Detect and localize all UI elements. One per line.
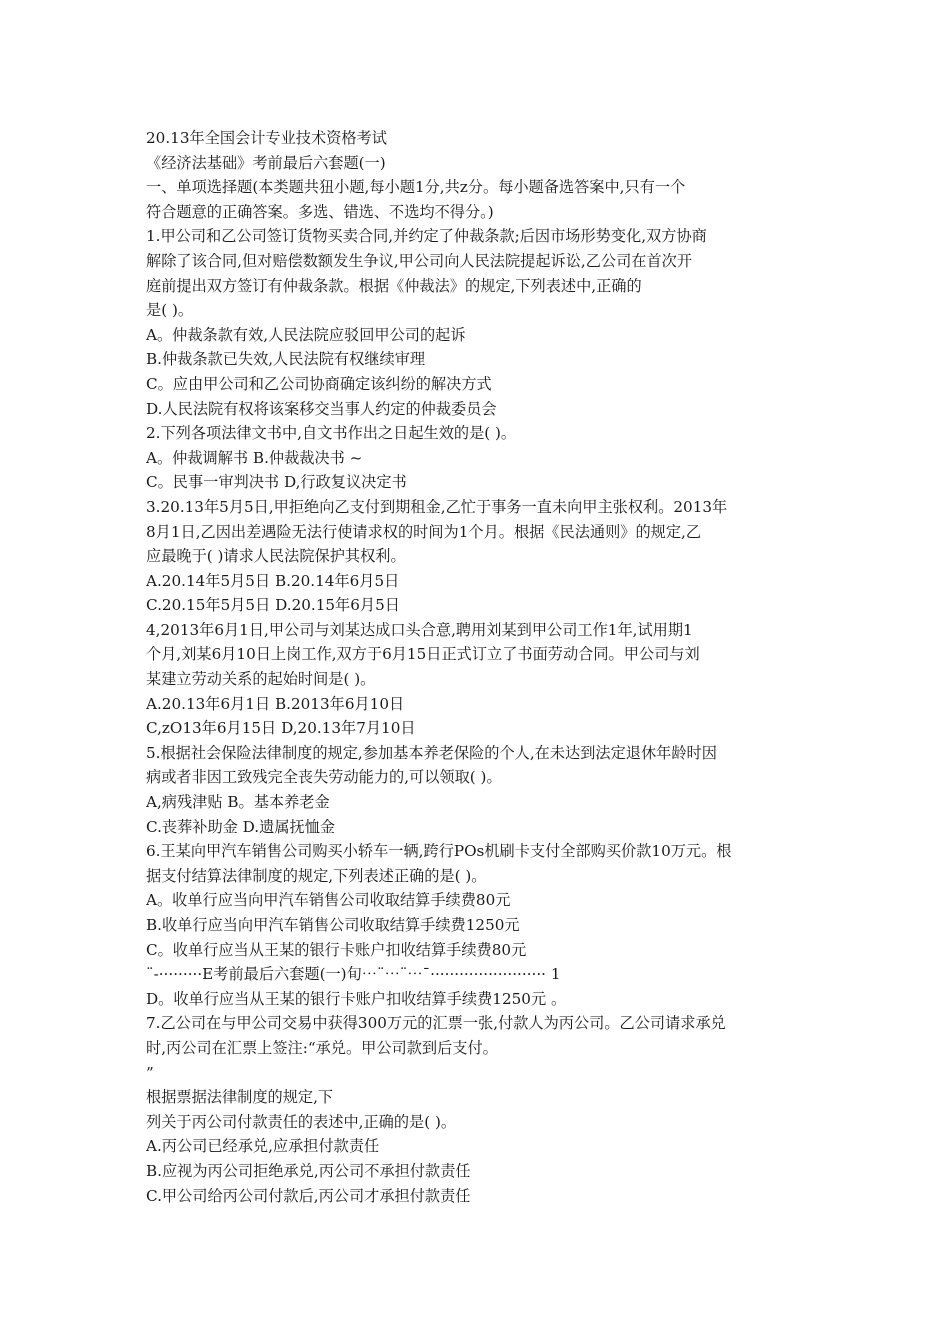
question-5-options-ab: A,病残津贴 B。基本养老金 xyxy=(146,793,330,812)
question-2-options-cd: C。民事一审判决书 D,行政复议决定书 xyxy=(146,473,407,492)
exam-year-title: 20.13年全国会计专业技术资格考试 xyxy=(146,129,387,147)
question-1-text: 是( )。 xyxy=(146,301,194,320)
question-7-option-a: A.丙公司已经承兑,应承担付款责任 xyxy=(146,1137,380,1156)
question-1-text: 庭前提出双方签订有仲裁条款。根据《仲裁法》的规定,下列表述中,正确的 xyxy=(146,276,642,295)
question-1-text: 解除了该合同,但对赔偿数额发生争议,甲公司向人民法院提起诉讼,乙公司在首次开 xyxy=(146,251,693,270)
question-5-text: 病或者非因工致残完全丧失劳动能力的,可以领取( )。 xyxy=(146,768,502,787)
question-7-text: ” xyxy=(146,1063,154,1082)
question-6-option-c: C。收单行应当从王某的银行卡账户扣收结算手续费80元 xyxy=(146,940,527,959)
question-5-text: 5.根据社会保险法律制度的规定,参加基本养老保险的个人,在未达到法定退休年龄时因 xyxy=(146,743,717,762)
question-4-options-cd: C,zO13年6月15日 D,20.13年7月10日 xyxy=(146,719,416,738)
question-5-options-cd: C.丧葬补助金 D.遗属抚恤金 xyxy=(146,817,336,836)
question-1-option-a: A。仲裁条款有效,人民法院应驳回甲公司的起诉 xyxy=(146,325,466,344)
page-footer-artifact: ¨-·········E考前最后六套题(一)旬⋯¨⋯¨⋯¯························ 1 xyxy=(146,965,561,984)
question-3-text: 3.20.13年5月5日,甲拒绝向乙支付到期租金,乙忙于事务一直未向甲主张权利。2013年 xyxy=(146,497,728,516)
question-2-text: 2.下列各项法律文书中,自文书作出之日起生效的是( )。 xyxy=(146,424,517,443)
section-heading: 一、单项选择题(本类题共狃小题,每小题1分,共z分。每小题备选答案中,只有一个 xyxy=(146,178,686,197)
question-7-text: 列关于丙公司付款责任的表述中,正确的是( )。 xyxy=(146,1112,457,1131)
question-1-option-c: C。应由甲公司和乙公司协商确定该纠纷的解决方式 xyxy=(146,374,492,393)
question-4-text: 4,2013年6月1日,甲公司与刘某达成口头合意,聘用刘某到甲公司工作1年,试用期1 xyxy=(146,620,693,639)
question-7-text: 时,丙公司在汇票上签注:“承兑。甲公司款到后支付。 xyxy=(146,1038,498,1057)
question-7-option-b: B.应视为丙公司拒绝承兑,丙公司不承担付款责任 xyxy=(146,1161,471,1180)
question-1-option-d: D.人民法院有权将该案移交当事人约定的仲裁委员会 xyxy=(146,399,497,418)
question-1-option-b: B.仲裁条款已失效,人民法院有权继续审理 xyxy=(146,350,426,369)
question-7-option-c: C.甲公司给丙公司付款后,丙公司才承担付款责任 xyxy=(146,1186,471,1205)
question-1-text: 1.甲公司和乙公司签订货物买卖合同,并约定了仲裁条款;后因市场形势变化,双方协商 xyxy=(146,227,707,246)
section-instructions: 符合题意的正确答案。多选、错选、不选均不得分。) xyxy=(146,202,494,221)
question-3-text: 应最晚于( )请求人民法院保护其权利。 xyxy=(146,547,406,566)
question-6-text: 6.王某向甲汽车销售公司购买小轿车一辆,跨行POs机刷卡支付全部购买价款10万元。根 xyxy=(146,842,732,861)
question-3-text: 8月1日,乙因出差遇险无法行使请求权的时间为1个月。根据《民法通则》的规定,乙 xyxy=(146,522,702,541)
question-7-text: 7.乙公司在与甲公司交易中获得300万元的汇票一张,付款人为丙公司。乙公司请求承兑 xyxy=(146,1014,726,1033)
question-3-options-cd: C.20.15年5月5日 D.20.15年6月5日 xyxy=(146,596,400,615)
question-6-option-b: B.收单行应当向甲汽车销售公司收取结算手续费1250元 xyxy=(146,916,520,934)
exam-subject-title: 《经济法基础》考前最后六套题(一) xyxy=(146,153,386,172)
question-6-text: 据支付结算法律制度的规定,下列表述正确的是( )。 xyxy=(146,866,487,885)
question-6-option-d: D。收单行应当从王某的银行卡账户扣收结算手续费1250元 。 xyxy=(146,989,567,1008)
document-body xyxy=(146,126,806,1208)
question-4-text: 某建立劳动关系的起始时间是( )。 xyxy=(146,670,376,689)
question-4-options-ab: A.20.13年6月1日 B.2013年6月10日 xyxy=(146,694,405,713)
question-3-options-ab: A.20.14年5月5日 B.20.14年6月5日 xyxy=(146,571,400,590)
question-7-text: 根据票据法律制度的规定,下 xyxy=(146,1088,334,1107)
question-6-option-a: A。收单行应当向甲汽车销售公司收取结算手续费80元 xyxy=(146,891,511,910)
question-4-text: 个月,刘某6月10日上岗工作,双方于6月15日正式订立了书面劳动合同。甲公司与刘 xyxy=(146,645,700,664)
question-2-options-ab: A。仲裁调解书 B.仲裁裁决书 ~ xyxy=(146,448,363,467)
